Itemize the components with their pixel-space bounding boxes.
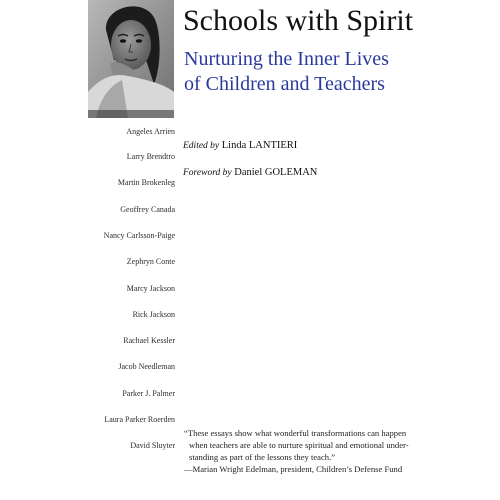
quote-line-2: when teachers are able to nurture spiritual and emotional under- [189,440,409,450]
contributor-name: Parker J. Palmer [122,389,175,398]
contributor-name: Larry Brendtro [126,152,175,161]
cover-photo-child [88,0,174,118]
editor-label: Edited by [183,141,220,151]
foreword-credit [183,167,317,178]
contributor-name: Zephryn Conte [126,257,175,266]
editor-name: Linda LANTIERI [221,140,298,151]
contributor-name: Jacob Needleman [118,362,175,371]
contributor-name: Martin Brokenleg [117,178,175,187]
contributor-name: Rick Jackson [132,310,175,319]
subtitle-line-1: Nurturing the Inner Lives [184,48,389,70]
book-subtitle [184,47,484,97]
book-title: Schools with Spirit [183,4,414,37]
quote-line-3: standing as part of the lessons they teach.” [189,452,336,462]
contributor-name: Laura Parker Roerden [104,415,175,424]
quote-attribution: —Marian Wright Edelman, president, Children’s Defense Fund [184,464,403,474]
contributor-name: Angeles Arrien [126,127,175,136]
child-portrait-image [88,0,174,118]
foreword-name: Daniel GOLEMAN [234,167,318,178]
contributor-name: Nancy Carlsson-Paige [103,231,175,240]
editor-credit [183,140,297,151]
contributor-name: Marcy Jackson [126,284,175,293]
contributor-name: Geoffrey Canada [120,205,175,214]
contributor-name: Rachael Kessler [123,336,175,345]
quote-line-1: “These essays show what wonderful transformations can happen [184,428,407,438]
subtitle-line-2: of Children and Teachers [184,73,385,95]
contributor-name: David Sluyter [130,441,175,450]
foreword-label: Foreword by [183,168,232,178]
endorsement-quote [184,427,484,475]
